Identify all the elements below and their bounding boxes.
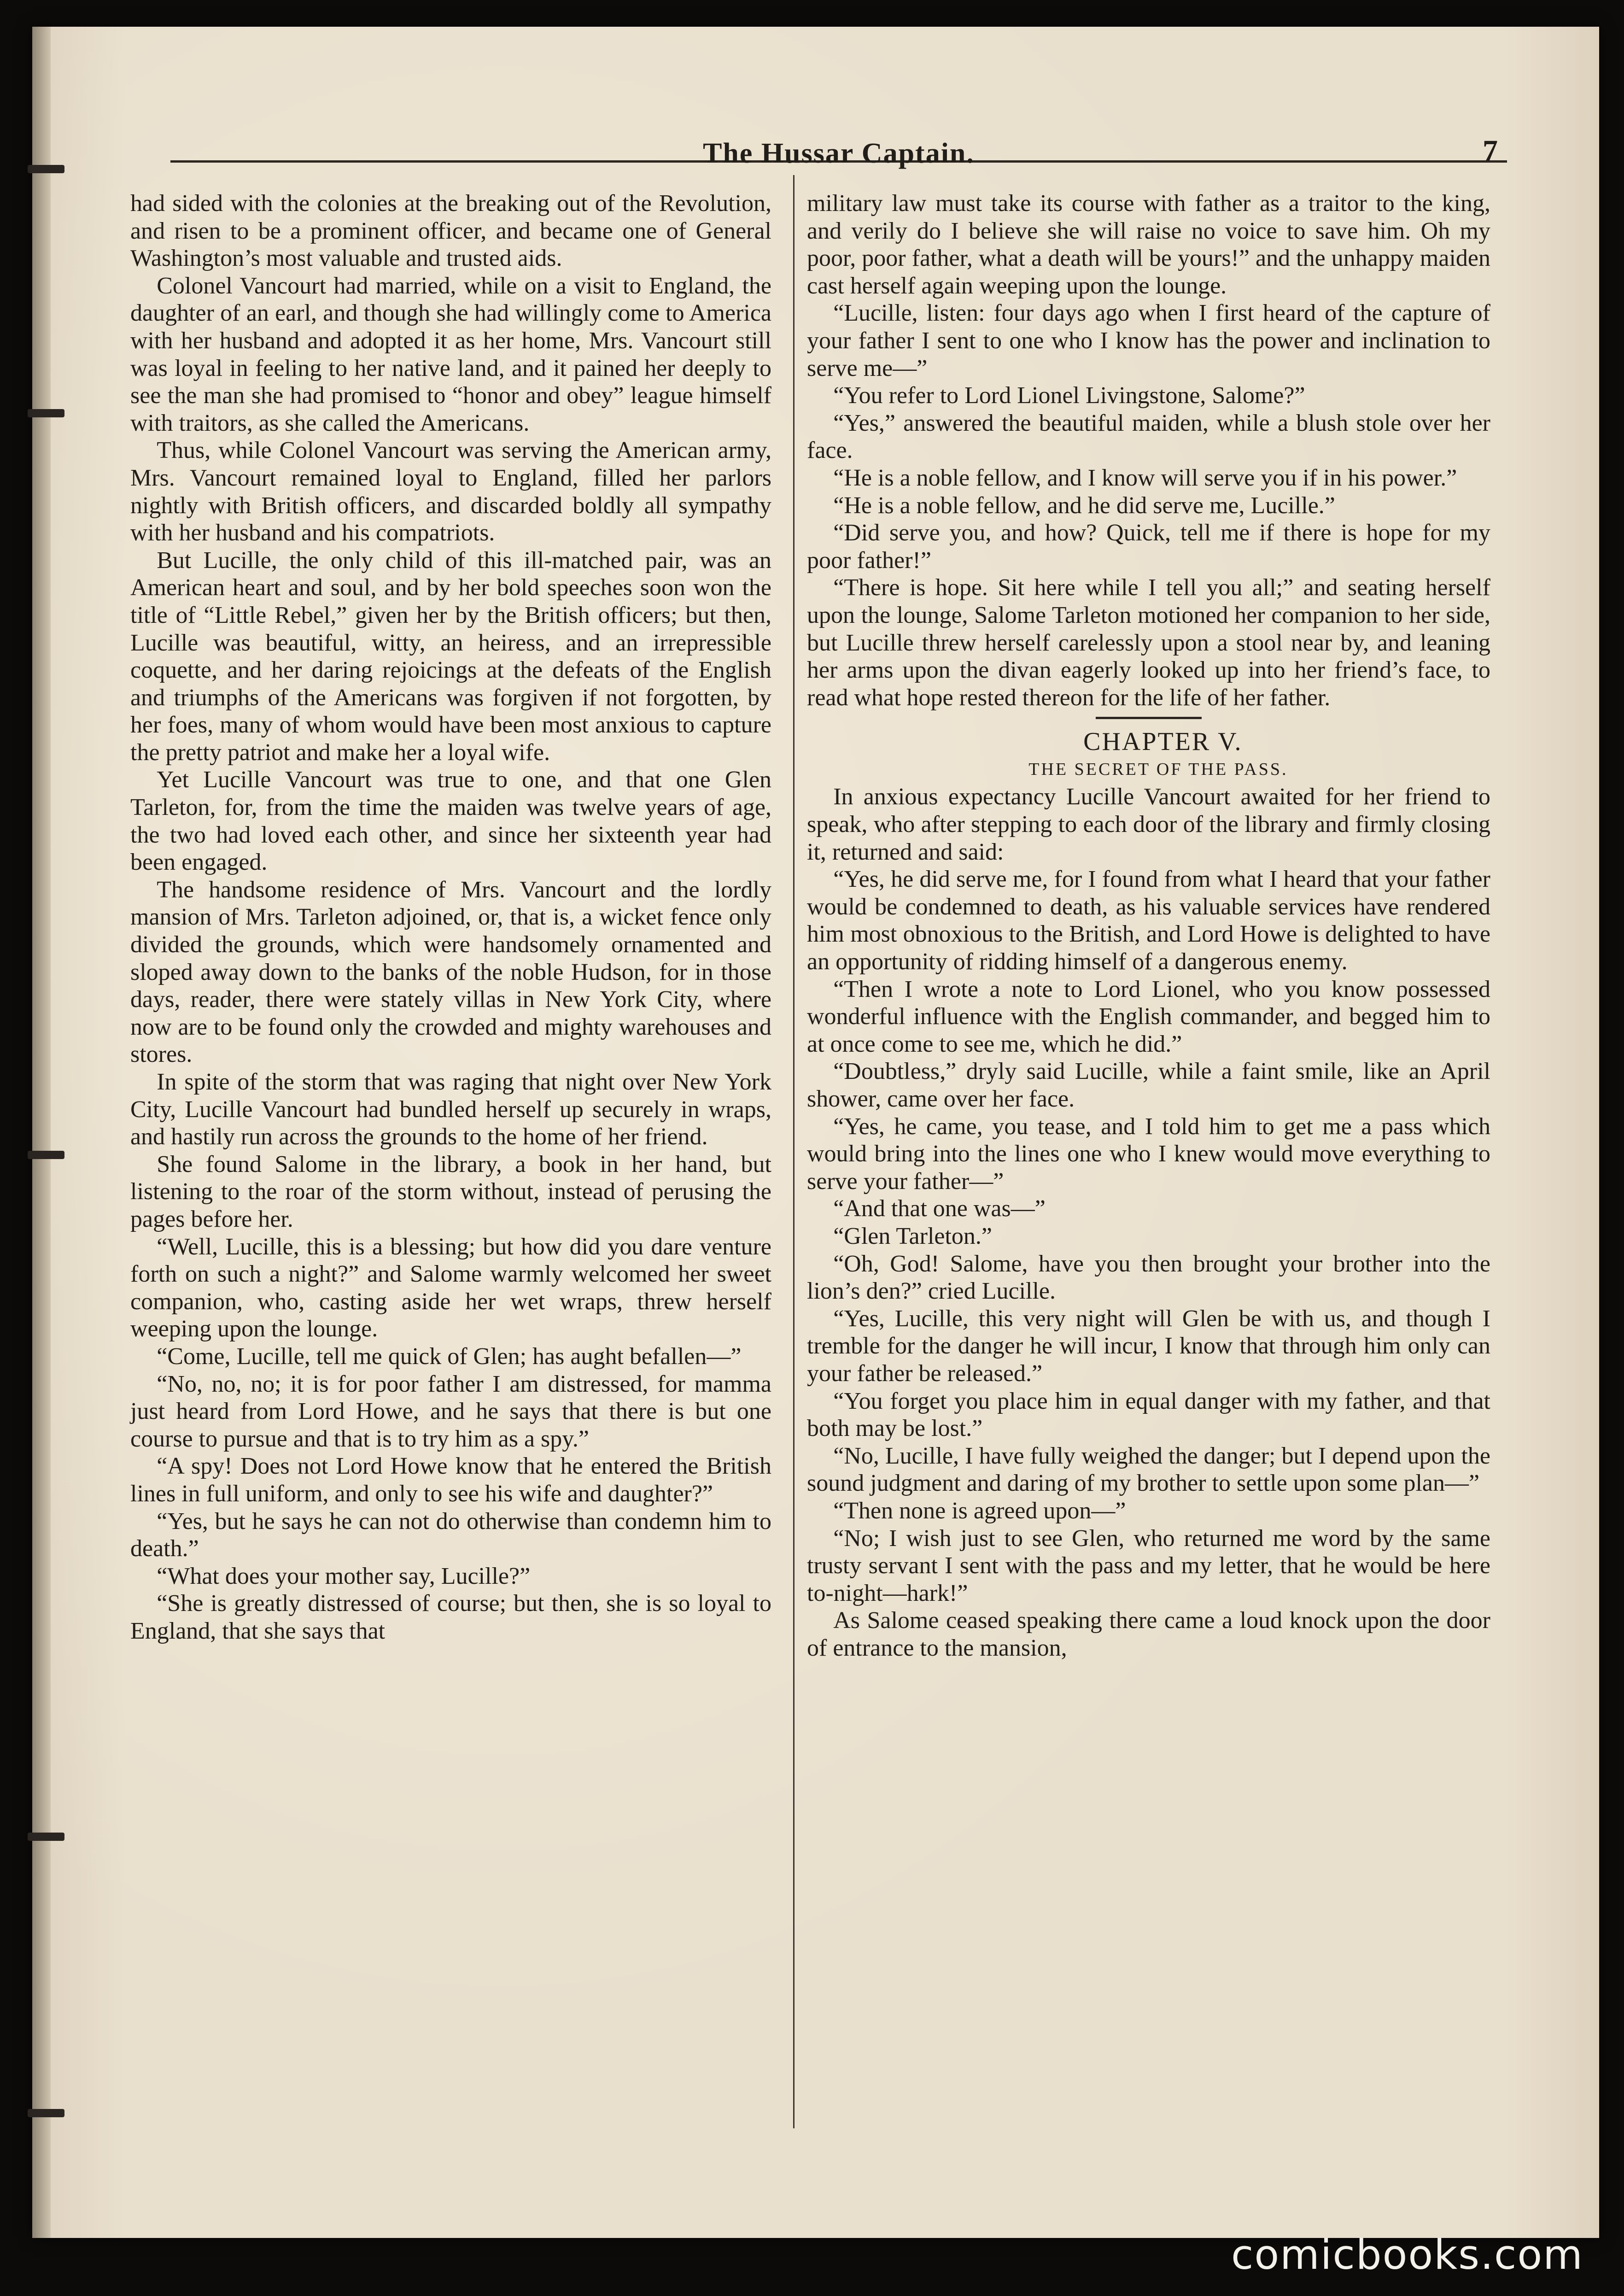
paragraph: In spite of the storm that was raging that night over New York City, Lucille Vancourt had bundled herself up securely in wraps, and hastily run across the grounds to the home of her friend. [130,1069,771,1150]
binding-stitch [28,1151,64,1159]
paragraph: “Yes, but he says he can not do otherwise than condemn him to death.” [130,1508,771,1562]
paragraph: had sided with the colonies at the breaking out of the Revolution, and risen to be a prominent officer, and became one of General Washington’s most valuable and trusted aids. [130,190,771,272]
paragraph: “Doubtless,” dryly said Lucille, while a faint smile, like an April shower, came over her face. [807,1058,1490,1112]
paragraph: “He is a noble fellow, and I know will serve you if in his power.” [833,464,1457,491]
binding-stitch [28,2109,64,2117]
paragraph: “Yes, Lucille, this very night will Glen be with us, and though I tremble for the danger he will incur, I know that through him only can your father be released.” [807,1305,1490,1387]
paragraph: “No, no, no; it is for poor father I am distressed, for mamma just heard from Lord Howe, and he says that there is but one course to pursue and that is to try him as a spy.” [130,1371,771,1452]
watermark-text: comicbooks.com [1231,2231,1583,2278]
paragraph: Colonel Vancourt had married, while on a visit to England, the daughter of an earl, and though she had willingly come to America with her husband and adopted it as her home, Mrs. Vancourt still was loyal in feeling to her native land, and it pained her deeply to see the man she had promised to “honor and obey” league himself with traitors, as she called the Americans. [130,272,771,436]
paragraph: “Oh, God! Salome, have you then brought your brother into the lion’s den?” cried Lucille. [807,1250,1490,1305]
binding-stitch [28,409,64,417]
paragraph: “You forget you place him in equal danger with my father, and that both may be lost.” [807,1388,1490,1442]
paragraph: Thus, while Colonel Vancourt was serving the American army, Mrs. Vancourt remained loyal to England, filled her parlors nightly with British officers, and discarded boldly all sympathy with her husband and his compatriots. [130,437,771,546]
paragraph: “Did serve you, and how? Quick, tell me if there is hope for my poor father!” [807,520,1490,574]
paragraph: “No; I wish just to see Glen, who returned me word by the same trusty servant I sent with the pass and my letter, that he would be here to-night—hark!” [807,1525,1490,1606]
paragraph: The handsome residence of Mrs. Vancourt and the lordly mansion of Mrs. Tarleton adjoined, or, that is, a wicket fence only divided the grounds, which were handsomely ornamented and sloped away down to the banks of the noble Hudson, for in those days, reader, there were stately villas in New York City, where now are to be found only the crowded and mighty warehouses and stores. [130,876,771,1068]
paragraph: But Lucille, the only child of this ill-matched pair, was an American heart and soul, and by her bold speeches soon won the title of “Little Rebel,” given her by the British officers; but then, Lucille was beautiful, witty, an heiress, and an irrepressible coquette, and her daring rejoicings at the defeats of the English and triumphs of the Americans was forgiven if not forgotten, by her foes, many of whom would have been most anxious to capture the pretty patriot and make her a loyal wife. [130,547,771,766]
right-column [807,190,1490,1662]
paragraph: Yet Lucille Vancourt was true to one, and that one Glen Tarleton, for, from the time the maiden was twelve years of age, the two had loved each other, and since her sixteenth year had been engaged. [130,767,771,876]
column-rule [793,175,794,2128]
running-header [170,105,1507,169]
paragraph: “And that one was—” [833,1195,1046,1222]
paragraph: “No, Lucille, I have fully weighed the danger; but I depend upon the sound judgment and daring of my brother to settle upon some plan—” [807,1442,1490,1497]
paragraph: “Lucille, listen: four days ago when I first heard of the capture of your father I sent to one who I know has the power and inclination to serve me—” [807,300,1490,381]
binding-stitch [28,165,64,173]
binding-stitch [28,1833,64,1841]
paragraph: “He is a noble fellow, and he did serve me, Lucille.” [833,492,1335,519]
paragraph: “Then none is agreed upon—” [833,1497,1126,1524]
paragraph: “What does your mother say, Lucille?” [157,1563,531,1589]
page-number: 7 [1483,134,1498,168]
paragraph: “Come, Lucille, tell me quick of Glen; has aught befallen—” [157,1343,742,1370]
section-divider [1096,717,1202,719]
paragraph: In anxious expectancy Lucille Vancourt awaited for her friend to speak, who after stepping to each door of the library and firmly closing it, returned and said: [807,784,1490,865]
left-column [130,190,771,1645]
paragraph: “Yes, he came, you tease, and I told him to get me a pass which would bring into the lines one who I knew would move everything to serve your father—” [807,1113,1490,1195]
paragraph: “Yes, he did serve me, for I found from what I heard that your father would be condemned to death, as his valuable services have rendered him most obnoxious to the British, and Lord Howe is delighted to have an opportunity of ridding himself of a dangerous enemy. [807,866,1490,975]
paragraph: “Glen Tarleton.” [833,1223,992,1249]
paragraph: “A spy! Does not Lord Howe know that he entered the British lines in full uniform, and only to see his wife and daughter?” [130,1453,771,1507]
paragraph: As Salome ceased speaking there came a loud knock upon the door of entrance to the mansion, [807,1607,1490,1661]
paragraph: She found Salome in the library, a book in her hand, but listening to the roar of the storm without, instead of perusing the pages before her. [130,1151,771,1232]
paragraph: “Then I wrote a note to Lord Lionel, who you know possessed wonderful influence with the English commander, and begged him to at once come to see me, which he did.” [807,976,1490,1057]
paragraph: “Well, Lucille, this is a blessing; but how did you dare venture forth on such a night?” and Salome warmly welcomed her sweet companion, who, casting aside her wet wraps, threw herself weeping upon the lounge. [130,1233,771,1342]
running-title: The Hussar Captain. [703,138,975,169]
paragraph: “She is greatly distressed of course; but then, she is so loyal to England, that she says that [130,1590,771,1644]
paragraph: “You refer to Lord Lionel Livingstone, Salome?” [833,382,1305,409]
paragraph: military law must take its course with father as a traitor to the king, and verily do I believe she will raise no voice to save him. Oh my poor, poor father, what a death will be yours!” and the unhappy maiden cast herself again weeping upon the lounge. [807,190,1490,299]
chapter-title: THE SECRET OF THE PASS. [1028,759,1288,779]
paragraph: “There is hope. Sit here while I tell you all;” and seating herself upon the lounge, Salome Tarleton motioned her companion to her side, but Lucille threw herself carelessly upon a stool near by, and leaning her arms upon the divan eagerly looked up into her friend’s face, to read what hope rested thereon for the life of her father. [807,574,1490,711]
chapter-heading: CHAPTER V. [1083,727,1243,756]
paragraph: “Yes,” answered the beautiful maiden, while a blush stole over her face. [807,410,1490,464]
binding-gutter [32,27,51,2238]
